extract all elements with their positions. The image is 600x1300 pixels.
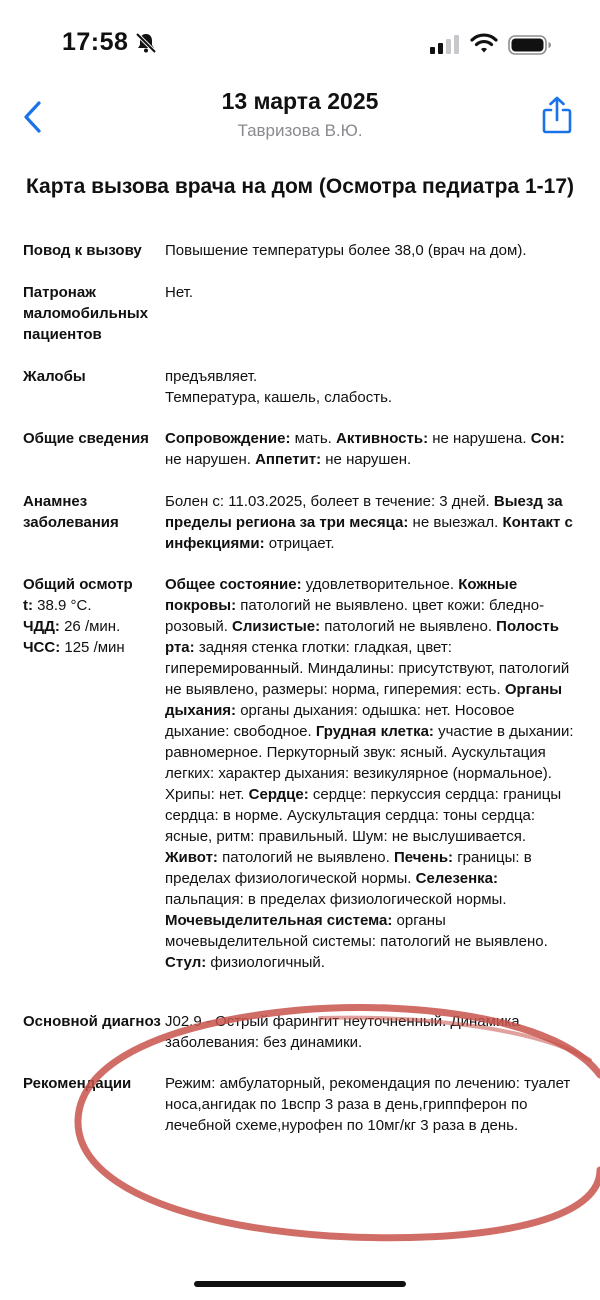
field-value: мать. [290,430,337,447]
complaints-line: Температура, кашель, слабость. [165,389,393,406]
diagnosis-label: Основной диагноз [23,1013,161,1030]
field-value: не нарушен. [321,451,412,468]
field-value: сердце: перкуссия сердца: границы сердца: в норме. Аускультация сердца: тоны сердца: ясные, ритм: правильный. Шум: не выслушивается. [165,786,562,845]
field-value: патологий не выявлено. [217,849,394,866]
patronage-value: Нет. [165,284,194,301]
field-key: Печень: [393,849,454,866]
field-value: патологий не выявлено. [320,618,497,635]
exam-label: Общий осмотр [23,576,133,593]
recommendations-value: Режим: амбулаторный, рекомендация по лечению: туалет носа,ангидак по 1вспр 3 раза в день,гриппферон по лечебной схеме,нурофен по 10мг/кг 3 раза в день. [165,1075,571,1134]
field-value: границы: в пределах физиологической нормы. [165,849,532,887]
field-value: патологий не выявлено. цвет кожи: бледно-розовый. [165,597,545,635]
anamnesis-label: Анамнез заболевания [23,493,119,531]
page-title: 13 марта 2025 [221,88,379,114]
reason-label: Повод к вызову [23,242,142,259]
field-value: органы мочевыделительной системы: патологий не выявлено. [165,912,548,950]
field-key: Органы дыхания: [165,681,563,719]
general-info-value [165,428,575,470]
status-time: 17:58 [62,28,129,56]
battery-icon [508,34,552,56]
heart-rate-vital: ЧСС: 125 /мин [23,639,125,656]
field-key: Сон: [530,430,565,447]
field-value: Болен с: 11.03.2025, болеет в течение: 3 дней. [165,493,494,510]
field-value: не нарушен. [165,451,256,468]
field-key: Активность: [336,430,429,447]
field-key: Слизистые: [232,618,321,635]
diagnosis-value: J02.9 - Острый фарингит неуточненный. Динамика заболевания: без динамики. [165,1013,520,1051]
temperature-vital: t: 38.9 °C. [23,597,92,614]
share-icon[interactable] [540,95,574,135]
field-value: задняя стенка глотки: гладкая, цвет: гиперемированный. Миндалины: присутствуют, патологий не выявлено, размеры: норма, гиперемия: есть. [165,639,570,698]
field-key: Сердце: [248,786,309,803]
field-key: Стул: [165,954,207,971]
wifi-icon [470,32,498,54]
navigation-bar [0,85,600,145]
general-info-label: Общие сведения [23,430,149,447]
exam-value [165,574,575,973]
field-key: Кожные покровы: [165,576,518,614]
recommendations-label: Рекомендации [23,1075,132,1092]
field-value: не выезжал. [408,514,503,531]
field-key: Общее состояние: [165,576,302,593]
field-value: участие в дыхании: равномерное. Перкуторный звук: ясный. Аускультация легких: характер дыхания: везикулярное (нормальное). Хрипы: нет. [165,723,574,803]
bell-slash-icon [135,32,157,54]
anamnesis-value [165,491,575,554]
exam-label-block [23,574,163,658]
field-key: Полость рта: [165,618,559,656]
field-value: органы дыхания: одышка: нет. Носовое дыхание: свободное. [165,702,515,740]
field-value: не нарушена. [428,430,531,447]
respiratory-rate-vital: ЧДД: 26 /мин. [23,618,121,635]
cellular-signal-icon [428,34,464,54]
document-title: Карта вызова врача на дом (Осмотра педиатра 1-17) [25,175,574,198]
field-value: отрицает. [264,535,335,552]
field-key: Контакт с инфекциями: [165,514,573,552]
complaints-label: Жалобы [23,368,86,385]
complaints-line: предъявляет. [165,368,258,385]
home-indicator[interactable] [194,1281,406,1287]
field-key: Живот: [165,849,218,866]
status-bar [0,0,600,90]
field-key: Селезенка: [415,870,498,887]
field-key: Грудная клетка: [315,723,434,740]
field-key: Выезд за пределы региона за три месяца: [165,493,563,531]
field-key: Аппетит: [255,451,322,468]
field-value: удовлетворительное. [301,576,459,593]
field-key: Мочевыделительная система: [165,912,393,929]
patronage-label: Патронаж маломобильных пациентов [23,284,149,343]
reason-value: Повышение температуры более 38,0 (врач на дом). [165,242,527,259]
doctor-name: Тавризова В.Ю. [237,121,363,140]
field-value: физиологичный. [206,954,325,971]
field-value: пальпация: в пределах физиологической нормы. [165,891,507,908]
field-key: Сопровождение: [165,430,291,447]
complaints-value [165,366,575,408]
